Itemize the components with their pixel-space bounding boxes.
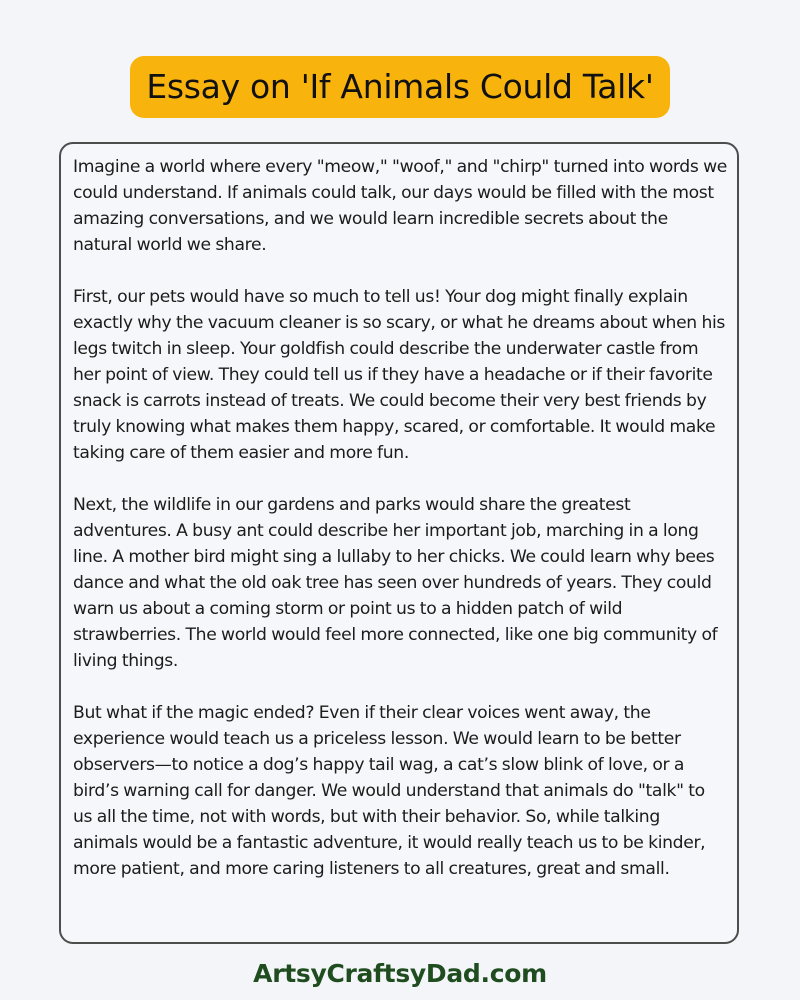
site-footer-text: ArtsyCraftsyDad.com <box>253 959 547 988</box>
essay-box <box>59 142 739 944</box>
essay-paragraph-conclusion: But what if the magic ended? Even if their clear voices went away, the experience would teach us a priceless lesson. We would learn to be better observers—to notice a dog’s happy tail wag, a cat’s slow blink of love, or a bird’s warning call for danger. We would understand that animals do "talk" to us all the time, not with words, but with their behavior. So, while talking animals would be a fantastic adventure, it would really teach us to be kinder, more patient, and more caring listeners to all creatures, great and small. <box>73 703 706 879</box>
essay-paragraph-intro: Imagine a world where every "meow," "woof," and "chirp" turned into words we could understand. If animals could talk, our days would be filled with the most amazing conversations, and we would learn incredible secrets about the natural world we share. <box>73 157 728 255</box>
essay-paragraph-wildlife: Next, the wildlife in our gardens and parks would share the greatest adventures. A busy ant could describe her important job, marching in a long line. A mother bird might sing a lullaby to her chicks. We could learn why bees dance and what the old oak tree has seen over hundreds of years. They could warn us about a coming storm or point us to a hidden patch of wild strawberries. The world would feel more connected, like one big community of living things. <box>73 495 718 671</box>
essay-paragraph-pets: First, our pets would have so much to tell us! Your dog might finally explain exactly why the vacuum cleaner is so scary, or what he dreams about when his legs twitch in sleep. Your goldfish could describe the underwater castle from her point of view. They could tell us if they have a headache or if their favorite snack is carrots instead of treats. We could become their very best friends by truly knowing what makes them happy, scared, or comfortable. It would make taking care of them easier and more fun. <box>73 287 726 463</box>
title-container <box>0 56 800 118</box>
page-title: Essay on 'If Animals Could Talk' <box>130 56 669 118</box>
